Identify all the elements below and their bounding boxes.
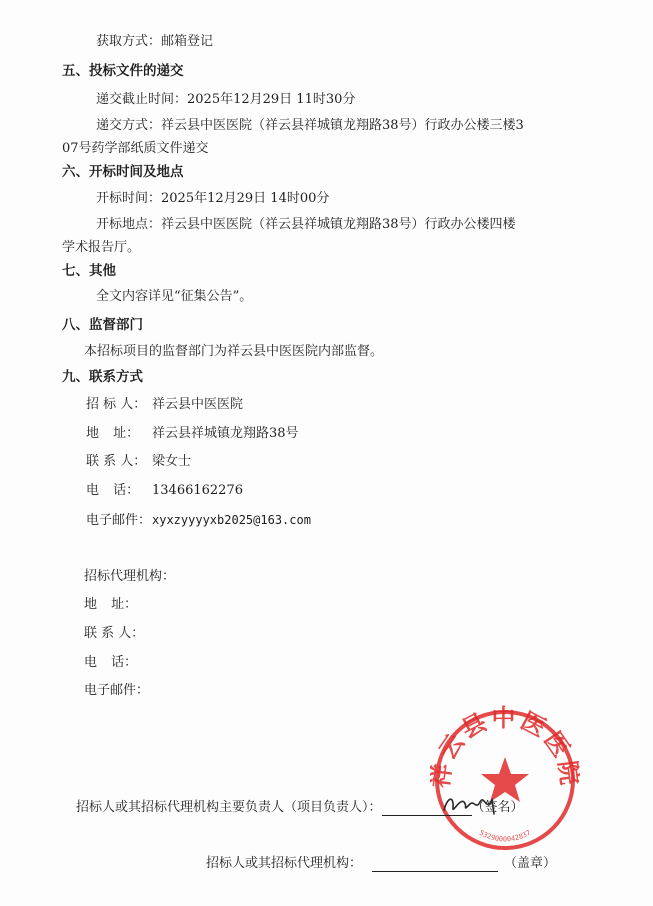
submission-deadline: 递交截止时间：2025年12月29日 11时30分	[96, 92, 356, 107]
responsible-suffix: （签名）	[471, 800, 524, 815]
contact-value: 13466162276	[152, 483, 243, 498]
agent-label: 电 话：	[84, 655, 138, 670]
submission-method-line2: 07号药学部纸质文件递交	[62, 141, 209, 156]
section7-heading: 七、其他	[62, 263, 116, 279]
official-seal	[430, 705, 580, 855]
section6-heading: 六、开标时间及地点	[62, 164, 184, 180]
contact-row	[86, 454, 191, 470]
contact-label: 地 址：	[86, 426, 140, 441]
section7-text: 全文内容详见“征集公告”。	[96, 289, 253, 304]
section8-heading: 八、监督部门	[62, 317, 143, 333]
opening-time: 开标时间：2025年12月29日 14时00分	[96, 191, 330, 206]
seal-number: 5329000042837	[477, 828, 533, 844]
org-seal-row	[206, 856, 556, 872]
contact-label: 电 话：	[86, 483, 140, 498]
agent-label: 联 系 人：	[84, 626, 145, 641]
contact-row	[86, 483, 243, 499]
responsible-label: 招标人或其招标代理机构主要负责人（项目负责人）：	[76, 800, 382, 815]
contact-value: 祥云县中医医院	[152, 397, 244, 412]
agent-label: 招标代理机构：	[84, 569, 176, 584]
contact-row	[86, 397, 243, 413]
contact-value: 祥云县祥城镇龙翔路38号	[152, 426, 299, 441]
seal-text: 云县中医医	[433, 705, 577, 765]
contact-row	[86, 426, 299, 442]
obtain-method: 获取方式：邮箱登记	[96, 34, 214, 49]
contact-value: xyxzyyyyxb2025@163.com	[152, 513, 311, 527]
contact-label: 电子邮件：	[86, 513, 152, 528]
submission-method-line1: 递交方式：祥云县中医医院（祥云县祥城镇龙翔路38号）行政办公楼三楼3	[96, 118, 524, 133]
section8-text: 本招标项目的监督部门为祥云县中医医院内部监督。	[84, 344, 384, 359]
seal-line	[372, 857, 498, 872]
section9-heading: 九、联系方式	[62, 369, 143, 385]
section5-heading: 五、投标文件的递交	[62, 63, 184, 79]
contact-label: 联 系 人：	[86, 454, 147, 469]
contact-value: 梁女士	[152, 454, 192, 469]
contact-row	[86, 512, 311, 529]
agent-label: 地 址：	[84, 597, 138, 612]
handwritten-signature	[440, 790, 510, 818]
seal-graphic	[430, 705, 580, 855]
agent-label: 电子邮件：	[84, 683, 150, 698]
contact-label: 招 标 人：	[86, 397, 147, 412]
org-suffix: （盖章）	[504, 856, 557, 871]
opening-place-line1: 开标地点：祥云县中医医院（祥云县祥城镇龙翔路38号）行政办公楼四楼	[96, 217, 516, 232]
org-label: 招标人或其招标代理机构：	[206, 856, 363, 871]
opening-place-line2: 学术报告厅。	[62, 240, 141, 255]
